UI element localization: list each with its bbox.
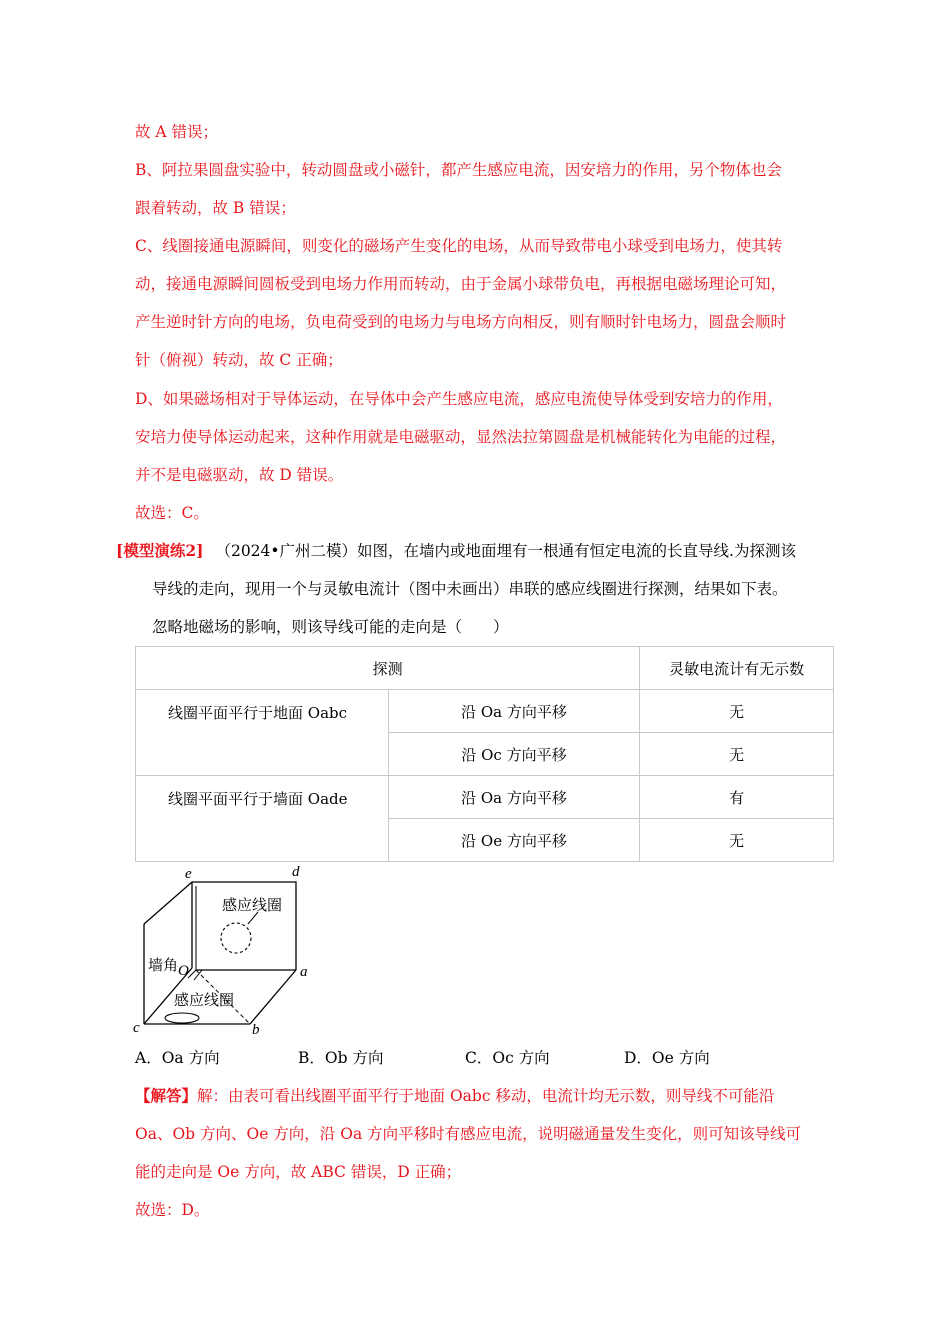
answer-line-1 <box>135 1086 774 1106</box>
label-d: d <box>292 864 300 880</box>
label-o: O <box>178 963 189 979</box>
question-line-2: 导线的走向，现用一个与灵敏电流计（图中未画出）串联的感应线圈进行探测，结果如下表。 <box>152 580 788 598</box>
text-line: D、如果磁场相对于导体运动，在导体中会产生感应电流，感应电流使导体受到安培力的作用， <box>135 390 783 408</box>
answer-line-4: 故选：D。 <box>135 1201 210 1219</box>
text-line: 产生逆时针方向的电场，负电荷受到的电场力与电场方向相反，则有顺时针电场力，圆盘会顺时 <box>135 313 787 331</box>
wall-edge <box>144 882 192 924</box>
question-text: （2024•广州二模）如图，在墙内或地面埋有一根通有恒定电流的长直导线.为探测该 <box>215 542 796 560</box>
answer-tag: 【解答】 <box>135 1086 198 1105</box>
text-line: 故选：C。 <box>135 504 209 522</box>
wall-coil-icon <box>221 923 251 953</box>
question-line-3: 忽略地磁场的影响，则该导线可能的走向是（ ） <box>152 618 509 636</box>
floor-edge <box>250 970 296 1024</box>
text-line: C、线圈接通电源瞬间，则变化的磁场产生变化的电场，从而导致带电小球受到电场力，使其转 <box>135 237 783 255</box>
question-line-1 <box>116 541 796 561</box>
table-header-row <box>136 647 834 690</box>
ground-coil-label: 感应线圈 <box>174 993 235 1009</box>
header-reading: 灵敏电流计有无示数 <box>640 647 834 690</box>
reading-cell: 无 <box>640 690 834 733</box>
text-line: 并不是电磁驱动，故 D 错误。 <box>135 466 344 484</box>
option-b[interactable]: B．Ob 方向 <box>298 1049 384 1067</box>
text-line: 安培力使导体运动起来，这种作用就是电磁驱动，显然法拉第圆盘是机械能转化为电能的过程， <box>135 428 787 446</box>
option-d[interactable]: D．Oe 方向 <box>624 1049 710 1067</box>
corner-label: 墙角 <box>148 958 179 974</box>
label-b: b <box>252 1022 260 1038</box>
header-probe: 探测 <box>136 647 640 690</box>
answer-line-3: 能的走向是 Oe 方向，故 ABC 错误，D 正确； <box>135 1163 462 1181</box>
reading-cell: 无 <box>640 733 834 776</box>
wall-coil-label: 感应线圈 <box>222 898 283 914</box>
motion-cell: 沿 Oc 方向平移 <box>388 733 640 776</box>
option-a[interactable]: A．Oa 方向 <box>135 1049 220 1067</box>
motion-cell: 沿 Oa 方向平移 <box>388 776 640 819</box>
option-c[interactable]: C．Oc 方向 <box>465 1049 550 1067</box>
label-e: e <box>185 866 192 882</box>
table-row <box>136 776 834 819</box>
text-line: 动，接通电源瞬间圆板受到电场力作用而转动，由于金属小球带负电，再根据电磁场理论可知， <box>135 275 787 293</box>
wall-corner-diagram <box>130 862 320 1042</box>
answer-line-2: Oa、Ob 方向、Oe 方向，沿 Oa 方向平移时有感应电流，说明磁通量发生变化，则可知该导线可 <box>135 1125 802 1143</box>
reading-cell: 无 <box>640 819 834 862</box>
motion-cell: 沿 Oa 方向平移 <box>388 690 640 733</box>
probe-table <box>135 646 834 862</box>
text-line: 针（俯视）转动，故 C 正确； <box>135 351 343 369</box>
plane-cell: 线圈平面平行于墙面 Oade <box>136 776 389 862</box>
text-line: 跟着转动，故 B 错误； <box>135 199 296 217</box>
label-c: c <box>133 1020 140 1036</box>
table-row <box>136 690 834 733</box>
answer-text: 解：由表可看出线圈平面平行于地面 Oabc 移动，电流计均无示数，则导线不可能沿 <box>197 1087 775 1105</box>
reading-cell: 有 <box>640 776 834 819</box>
motion-cell: 沿 Oe 方向平移 <box>388 819 640 862</box>
plane-cell: 线圈平面平行于地面 Oabc <box>136 690 389 776</box>
wall-edge <box>192 882 296 970</box>
text-line: B、阿拉果圆盘实验中，转动圆盘或小磁针，都产生感应电流，因安培力的作用，另个物体也会 <box>135 161 782 179</box>
text-line: 故 A 错误； <box>135 123 219 141</box>
label-a: a <box>300 964 308 980</box>
question-tag: [模型演练2] <box>116 541 204 560</box>
ground-coil-icon <box>165 1013 199 1023</box>
